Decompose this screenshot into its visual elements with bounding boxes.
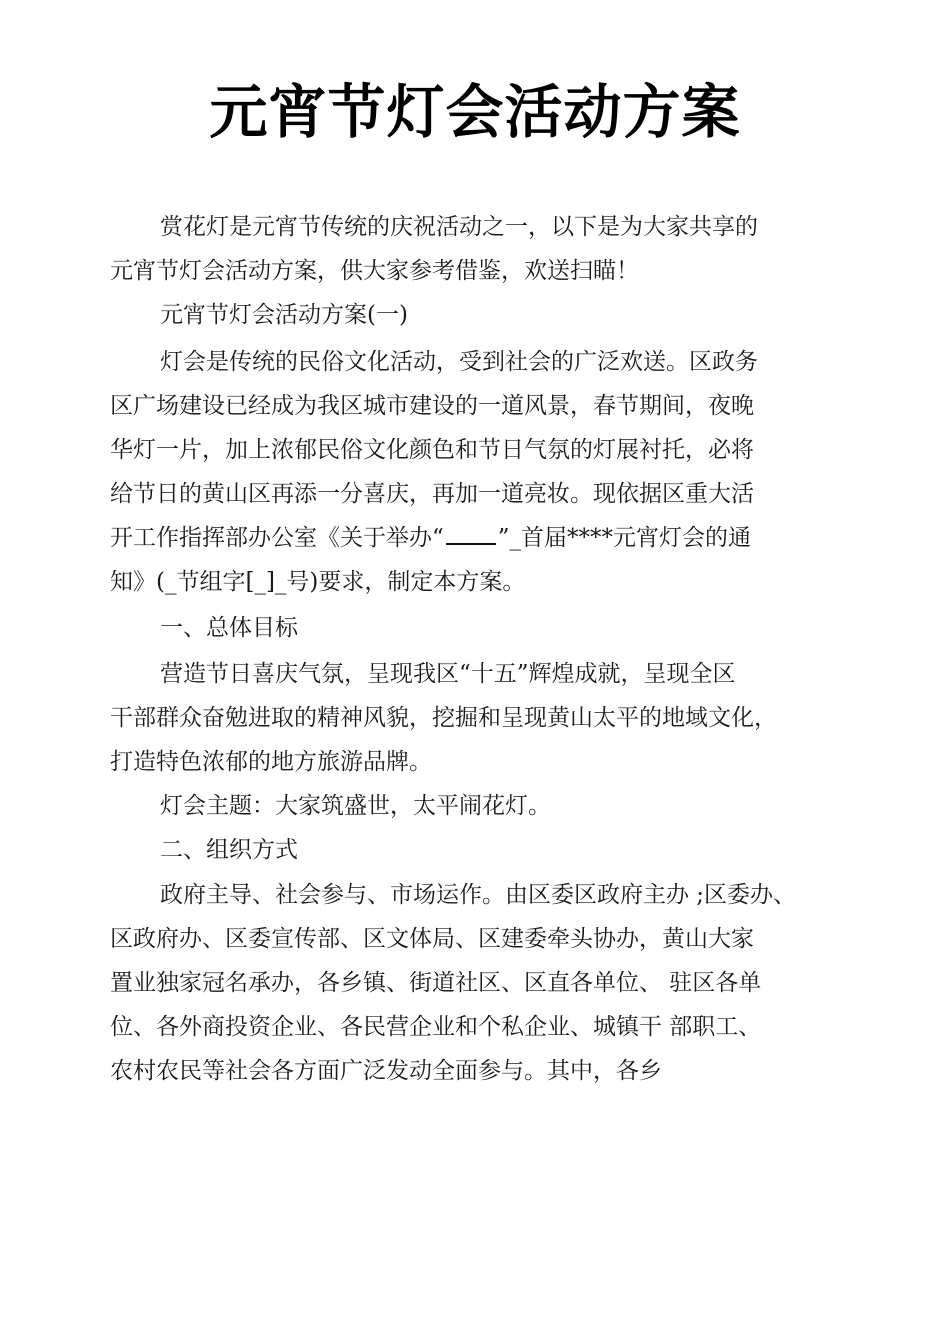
- paragraph-line: [110, 523, 850, 553]
- paragraph-text: 开工作指挥部办公室《关于举办“: [110, 525, 444, 551]
- paragraph-text: ”_首届****元宵灯会的通: [497, 525, 752, 551]
- section-heading: 二、组织方式: [160, 837, 298, 863]
- paragraph-line: 打造特色浓郁的地方旅游品牌。: [110, 749, 432, 775]
- document-title: 元宵节灯会活动方案: [209, 78, 741, 146]
- paragraph-line: 营造节日喜庆气氛，呈现我区“十五”辉煌成就，呈现全区: [160, 661, 736, 687]
- paragraph-line: 元宵节灯会活动方案，供大家参考借鉴，欢送扫瞄！: [110, 258, 639, 284]
- paragraph-line: 华灯一片，加上浓郁民俗文化颜色和节日气氛的灯展衬托，必将: [110, 437, 754, 463]
- paragraph-line: 政府主导、社会参与、市场运作。由区委区政府主办 ;区委办、: [160, 882, 797, 908]
- fill-in-blank: [446, 525, 496, 545]
- paragraph-line: 给节日的黄山区再添一分喜庆，再加一道亮妆。现依据区重大活: [110, 481, 754, 507]
- section-heading: 元宵节灯会活动方案(一): [160, 302, 408, 328]
- paragraph-line: 位、各外商投资企业、各民营企业和个私企业、城镇干 部职工、: [110, 1014, 762, 1040]
- paragraph-line: 区广场建设已经成为我区城市建设的一道风景，春节期间，夜晚: [110, 393, 754, 419]
- paragraph-line: 置业独家冠名承办，各乡镇、街道社区、区直各单位、 驻区各单: [110, 970, 762, 996]
- section-heading: 一、总体目标: [160, 615, 298, 641]
- paragraph-line: 灯会主题：大家筑盛世，太平闹花灯。: [160, 793, 551, 819]
- paragraph-line: 区政府办、区委宣传部、区文体局、区建委牵头协办，黄山大家: [110, 926, 754, 952]
- paragraph-line: 赏花灯是元宵节传统的庆祝活动之一，以下是为大家共享的: [160, 214, 758, 240]
- paragraph-line: 知》(_节组字[_]_号)要求，制定本方案。: [110, 569, 526, 595]
- paragraph-line: 农村农民等社会各方面广泛发动全面参与。其中，各乡: [110, 1058, 662, 1084]
- paragraph-line: 灯会是传统的民俗文化活动，受到社会的广泛欢送。区政务: [160, 349, 758, 375]
- paragraph-line: 干部群众奋勉进取的精神风貌，挖掘和呈现黄山太平的地域文化，: [110, 705, 777, 731]
